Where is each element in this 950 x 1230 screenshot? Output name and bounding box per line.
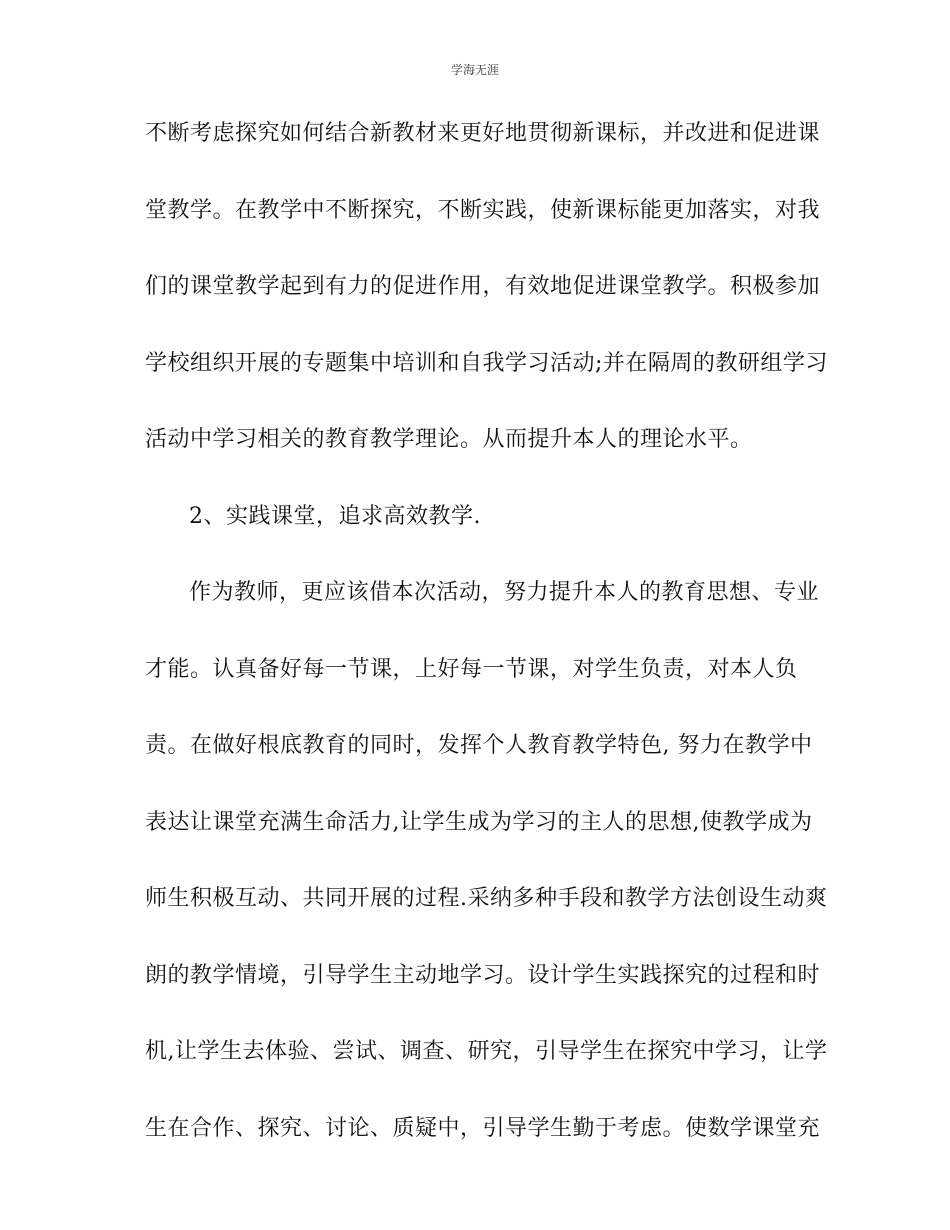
paragraph-line: 才能。认真备好每一节课，上好每一节课，对学生负责，对本人负	[145, 656, 798, 682]
page-header: 学海无涯	[450, 63, 499, 77]
paragraph-line: 朗的教学情境，引导学生主动地学习。设计学生实践探究的过程和时	[145, 962, 821, 988]
paragraph-line: 活动中学习相关的教育教学理论。从而提升本人的理论水平。	[145, 427, 753, 452]
paragraph-line: 师生积极互动、共同开展的过程.采纳多种手段和教学方法创设生动爽	[145, 886, 828, 911]
paragraph-line: 作为教师，更应该借本次活动，努力提升本人的教育思想、专业	[189, 580, 820, 605]
paragraph-line: 表达让课堂充满生命活力,让学生成为学习的主人的思想,使教学成为	[145, 809, 813, 835]
paragraph-line: 机,让学生去体验、尝试、调查、研究，引导学生在探究中学习，让学	[145, 1039, 828, 1064]
paragraph-line: 责。在做好根底教育的同时，发挥个人教育教学特色, 努力在教学中	[145, 733, 813, 758]
paragraph-line: 不断考虑探究如何结合新教材来更好地贯彻新课标，并改进和促进课	[145, 121, 821, 146]
paragraph-line: 学校组织开展的专题集中培训和自我学习活动;并在隔周的教研组学习	[145, 350, 828, 376]
paragraph-line: 们的课堂教学起到有力的促进作用，有效地促进课堂教学。积极参加	[145, 274, 821, 299]
section-heading: 2、实践课堂，追求高效教学.	[189, 503, 481, 529]
paragraph-line: 生在合作、探究、讨论、质疑中，引导学生勤于考虑。使数学课堂充	[145, 1115, 821, 1141]
paragraph-line: 堂教学。在教学中不断探究，不断实践，使新课标能更加落实，对我	[145, 197, 821, 223]
document-body	[145, 119, 828, 1190]
